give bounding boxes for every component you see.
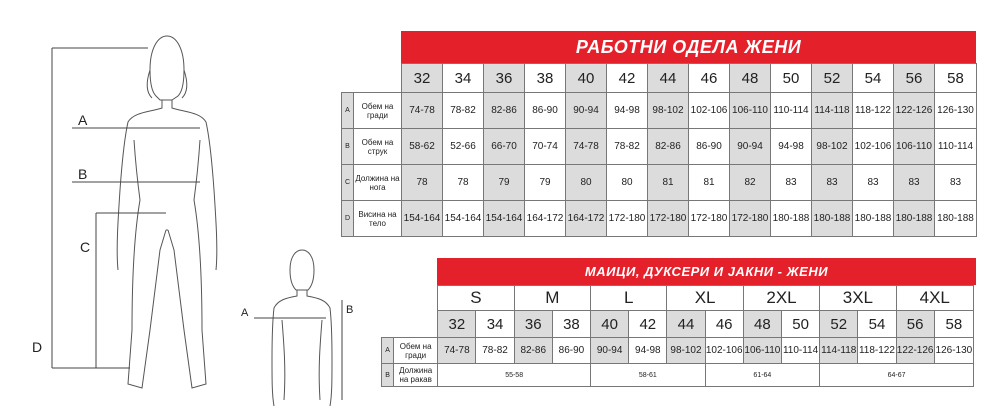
row-letter: A [382,338,394,364]
value-cell: 126-130 [935,93,977,129]
sleeve-value-cell: 61-64 [705,364,820,387]
value-cell: 172-180 [648,201,689,237]
value-cell: 98-102 [648,93,689,129]
table2-size-row [382,311,974,338]
size-cell: 56 [894,64,935,93]
row-label: Обем на гради [394,338,438,364]
value-cell: 86-90 [525,93,566,129]
value-cell: 74-78 [566,129,607,165]
table1-title: РАБОТНИ ОДЕЛА ЖЕНИ [401,31,976,63]
value-cell: 110-114 [935,129,977,165]
row-label: Висина на тело [354,201,402,237]
value-cell: 154-164 [443,201,484,237]
value-cell: 79 [525,165,566,201]
table2-letter-size-row [382,286,974,311]
value-cell: 102-106 [705,338,743,364]
size-cell: 58 [935,64,977,93]
row-label: Обем на гради [354,93,402,129]
size-cell: 50 [771,64,812,93]
size-cell: 52 [812,64,853,93]
size-cell: 56 [896,311,934,338]
letter-size-cell: 2XL [743,286,819,311]
value-cell: 172-180 [730,201,771,237]
letter-size-cell: 3XL [820,286,896,311]
table1-row-d [342,201,977,237]
value-cell: 74-78 [438,338,476,364]
label-b-upper: B [346,304,354,316]
value-cell: 118-122 [853,93,894,129]
table1-row-b [342,129,977,165]
letter-size-cell: L [591,286,667,311]
size-cell: 46 [705,311,743,338]
letter-size-cell: 4XL [896,286,973,311]
size-cell: 32 [438,311,476,338]
size-cell: 42 [607,64,648,93]
value-cell: 164-172 [566,201,607,237]
value-cell: 78 [402,165,443,201]
value-cell: 81 [689,165,730,201]
table1-work-suits [341,63,977,237]
table1-corner [342,64,402,93]
value-cell: 79 [484,165,525,201]
value-cell: 80 [566,165,607,201]
value-cell: 90-94 [566,93,607,129]
value-cell: 83 [935,165,977,201]
label-a-upper: A [241,307,249,319]
size-cell: 44 [648,64,689,93]
value-cell: 114-118 [820,338,858,364]
woman-full-figure [117,36,217,388]
size-cell: 38 [525,64,566,93]
sleeve-value-cell: 64-67 [820,364,974,387]
size-cell: 52 [820,311,858,338]
size-cell: 46 [689,64,730,93]
value-cell: 94-98 [607,93,648,129]
value-cell: 82-86 [648,129,689,165]
size-cell: 40 [591,311,629,338]
table2-title: МАИЦИ, ДУКСЕРИ И ЈАКНИ - ЖЕНИ [437,258,976,285]
row-letter: B [342,129,354,165]
value-cell: 172-180 [689,201,730,237]
value-cell: 154-164 [402,201,443,237]
value-cell: 126-130 [934,338,973,364]
size-cell: 36 [484,64,525,93]
size-cell: 36 [514,311,552,338]
letter-size-cell: M [514,286,590,311]
size-cell: 32 [402,64,443,93]
sleeve-value-cell: 55-58 [438,364,591,387]
label-b-full: B [78,166,88,182]
value-cell: 106-110 [730,93,771,129]
value-cell: 114-118 [812,93,853,129]
table1-row-a [342,93,977,129]
table2-corner-2 [382,311,438,338]
value-cell: 102-106 [853,129,894,165]
value-cell: 82-86 [484,93,525,129]
value-cell: 70-74 [525,129,566,165]
value-cell: 78-82 [607,129,648,165]
value-cell: 86-90 [689,129,730,165]
row-label: Обем на струк [354,129,402,165]
value-cell: 78-82 [443,93,484,129]
value-cell: 180-188 [812,201,853,237]
row-letter: B [382,364,394,387]
value-cell: 110-114 [771,93,812,129]
value-cell: 78 [443,165,484,201]
size-cell: 40 [566,64,607,93]
value-cell: 106-110 [743,338,781,364]
value-cell: 86-90 [552,338,590,364]
letter-size-cell: XL [667,286,743,311]
size-cell: 42 [629,311,667,338]
size-cell: 54 [858,311,896,338]
value-cell: 82-86 [514,338,552,364]
woman-upper-figure [272,250,332,406]
size-cell: 50 [781,311,819,338]
size-cell: 44 [667,311,705,338]
value-cell: 66-70 [484,129,525,165]
value-cell: 98-102 [812,129,853,165]
value-cell: 90-94 [730,129,771,165]
size-cell: 48 [743,311,781,338]
value-cell: 80 [607,165,648,201]
value-cell: 180-188 [894,201,935,237]
value-cell: 180-188 [935,201,977,237]
value-cell: 83 [853,165,894,201]
value-cell: 154-164 [484,201,525,237]
value-cell: 83 [894,165,935,201]
table2-shirts-jackets [381,285,974,387]
value-cell: 83 [771,165,812,201]
size-cell: 54 [853,64,894,93]
label-c-full: C [80,239,91,255]
value-cell: 82 [730,165,771,201]
value-cell: 90-94 [591,338,629,364]
value-cell: 74-78 [402,93,443,129]
letter-size-cell: S [438,286,514,311]
row-label: Должина на нога [354,165,402,201]
size-cell: 34 [476,311,514,338]
table2-row-b [382,364,974,387]
value-cell: 102-106 [689,93,730,129]
value-cell: 122-126 [894,93,935,129]
value-cell: 122-126 [896,338,934,364]
value-cell: 94-98 [771,129,812,165]
size-cell: 48 [730,64,771,93]
value-cell: 180-188 [853,201,894,237]
value-cell: 94-98 [629,338,667,364]
row-letter: C [342,165,354,201]
size-cell: 34 [443,64,484,93]
value-cell: 180-188 [771,201,812,237]
table1-size-row [342,64,977,93]
label-a-full: A [78,112,88,128]
value-cell: 78-82 [476,338,514,364]
row-label: Должина на ракав [394,364,438,387]
table1-row-c [342,165,977,201]
value-cell: 110-114 [781,338,819,364]
value-cell: 172-180 [607,201,648,237]
sleeve-value-cell: 58-61 [591,364,706,387]
label-d-full: D [32,339,43,355]
row-letter: D [342,201,354,237]
value-cell: 118-122 [858,338,896,364]
table2-corner [382,286,438,311]
value-cell: 52-66 [443,129,484,165]
size-cell: 58 [934,311,973,338]
value-cell: 81 [648,165,689,201]
value-cell: 83 [812,165,853,201]
row-letter: A [342,93,354,129]
size-cell: 38 [552,311,590,338]
table2-row-a [382,338,974,364]
value-cell: 164-172 [525,201,566,237]
value-cell: 58-62 [402,129,443,165]
value-cell: 106-110 [894,129,935,165]
value-cell: 98-102 [667,338,705,364]
